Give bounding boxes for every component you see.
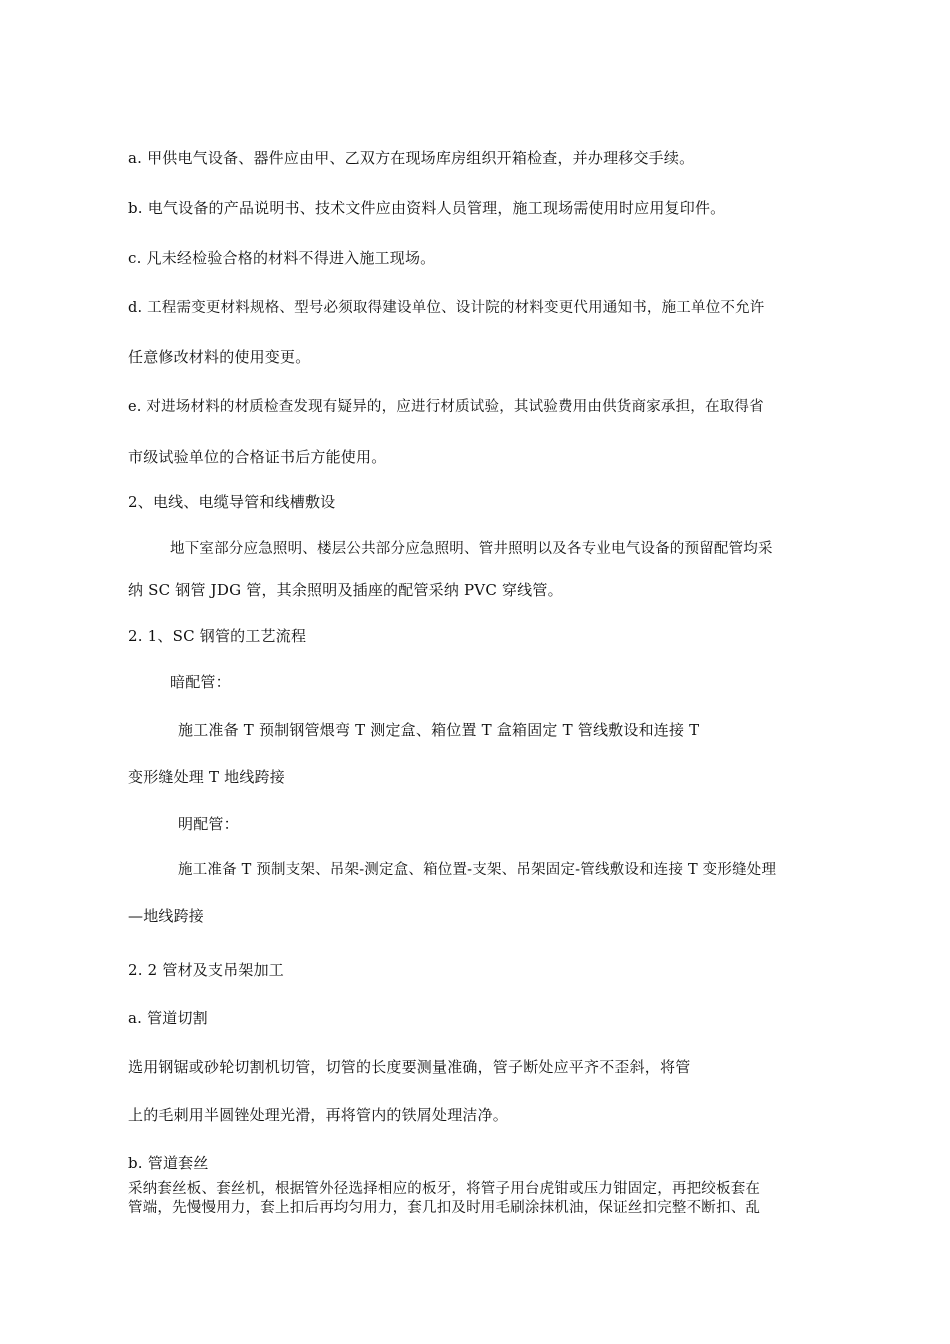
paragraph-line: 管端，先慢慢用力，套上扣后再均匀用力，套几扣及时用毛刷涂抹机油，保证丝扣完整不断扣、乱 <box>128 1200 761 1216</box>
paragraph-line: 任意修改材料的使用变更。 <box>128 348 311 366</box>
process-flow-line: 变形缝处理 T 地线跨接 <box>128 768 285 786</box>
paragraph-line: 市级试验单位的合格证书后方能使用。 <box>128 448 387 466</box>
paragraph-line: 明配管： <box>178 815 239 833</box>
paragraph-line: 地下室部分应急照明、楼层公共部分应急照明、管井照明以及各专业电气设备的预留配管均采 <box>170 541 773 557</box>
paragraph-line: 暗配管： <box>170 673 231 691</box>
paragraph-line: c. 凡未经检验合格的材料不得进入施工现场。 <box>128 249 436 267</box>
subsection-heading: 2. 1、SC 钢管的工艺流程 <box>128 627 307 645</box>
paragraph-line: d. 工程需变更材料规格、型号必须取得建设单位、设计院的材料变更代用通知书，施工单位不允许 <box>128 300 765 316</box>
paragraph-line: e. 对进场材料的材质检查发现有疑异的，应进行材质试验，其试验费用由供货商家承担，在取得省 <box>128 399 764 415</box>
paragraph-line: 采纳套丝板、套丝机，根据管外径选择相应的板牙，将管子用台虎钳或压力钳固定，再把绞板套在 <box>128 1181 761 1197</box>
process-flow-line: —地线跨接 <box>128 907 205 925</box>
process-flow-line: 施工准备 T 预制钢管煨弯 T 测定盒、箱位置 T 盒箱固定 T 管线敷设和连接 T <box>178 721 700 739</box>
paragraph-line: 选用钢锯或砂轮切割机切管，切管的长度要测量准确，管子断处应平齐不歪斜，将管 <box>128 1058 691 1076</box>
paragraph-line: a. 管道切割 <box>128 1009 208 1027</box>
paragraph-line: a. 甲供电气设备、器件应由甲、乙双方在现场库房组织开箱检查，并办理移交手续。 <box>128 149 695 167</box>
paragraph-line: 上的毛刺用半圆锉处理光滑，再将管内的铁屑处理洁净。 <box>128 1106 509 1124</box>
subsection-heading: 2. 2 管材及支吊架加工 <box>128 961 284 979</box>
paragraph-line: 纳 SC 钢管 JDG 管，其余照明及插座的配管采纳 PVC 穿线管。 <box>128 581 563 599</box>
paragraph-line: b. 电气设备的产品说明书、技术文件应由资料人员管理，施工现场需使用时应用复印件。 <box>128 199 726 217</box>
section-heading: 2、电线、电缆导管和线槽敷设 <box>128 493 336 511</box>
process-flow-line: 施工准备 T 预制支架、吊架-测定盒、箱位置-支架、吊架固定-管线敷设和连接 T 变形缝处理 <box>178 862 777 878</box>
paragraph-line: b. 管道套丝 <box>128 1154 209 1172</box>
